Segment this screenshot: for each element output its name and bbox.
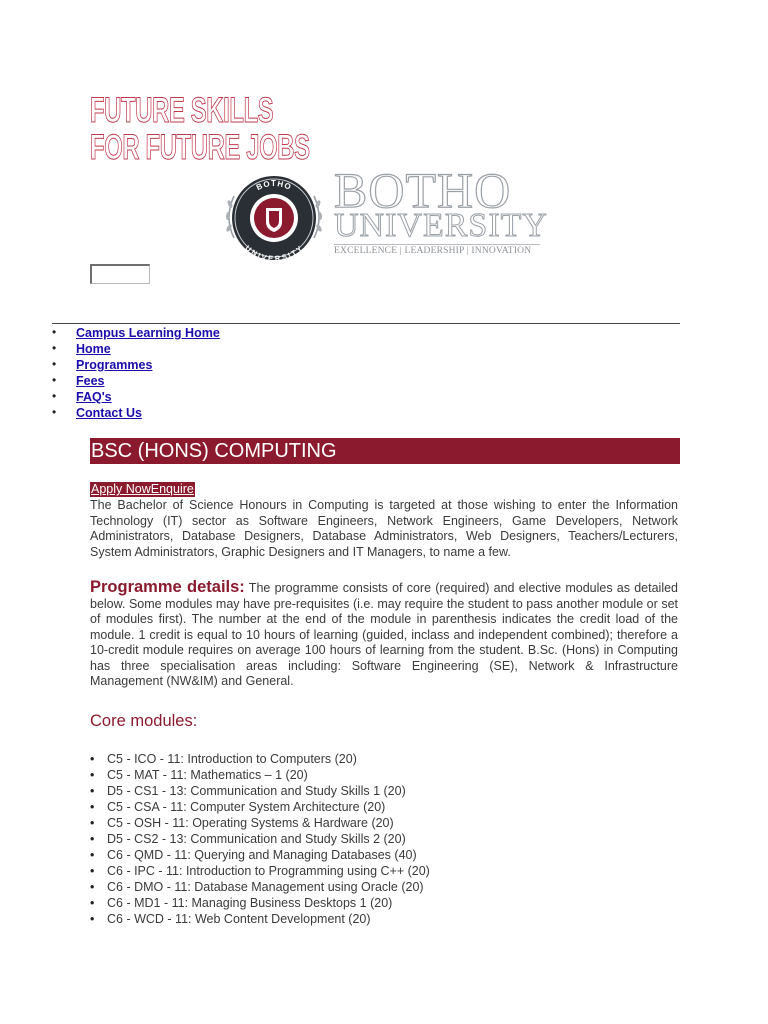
tagline-line-2: FOR FUTURE JOBS [90, 128, 310, 167]
programme-details-text: The programme consists of core (required) and elective modules as detailed below. Some modules may have pre-requisites (i.e. may require the student to pass another module or set of modules first). The number at the end of the module in parenthesis indicates the credit load of the module. 1 credit is equal to 10 hours of learning (guided, inclass and independent combined); therefore a 10-credit module requires on average 100 hours of learning from the student. B.Sc. (Hons) in Computing has three specialisation areas including: Software Engineering (SE), Network & Infrastructure Management (NW&IM) and General. [90, 581, 679, 688]
nav-item-fees [52, 372, 220, 388]
core-modules-heading: Core modules: [90, 712, 198, 730]
brand-motto: EXCELLENCE | LEADERSHIP | INNOVATION [334, 246, 532, 256]
list-item: • C6 - DMO - 11: Database Management using Oracle (20) [90, 879, 430, 895]
programme-details-paragraph [90, 578, 678, 690]
nav-link-contact-us[interactable]: Contact Us [76, 406, 142, 420]
list-item: • C6 - IPC - 11: Introduction to Programming using C++ (20) [90, 863, 430, 879]
nav-link-fees[interactable]: Fees [76, 374, 105, 388]
brand-name: BOTHO [334, 162, 512, 218]
seal-text-bottom: UNIVERSITY [243, 243, 305, 264]
page-title-bar [90, 438, 680, 464]
nav-link-programmes[interactable]: Programmes [76, 358, 153, 372]
apply-enquire-button[interactable]: Apply NowEnquire [91, 482, 194, 496]
search-input[interactable] [90, 264, 150, 284]
list-item: • C6 - QMD - 11: Querying and Managing Databases (40) [90, 847, 430, 863]
nav-item-contact-us [52, 404, 220, 420]
programme-details-heading: Programme details: [90, 578, 245, 596]
list-item: • C5 - ICO - 11: Introduction to Computers (20) [90, 751, 430, 767]
university-seal-logo [220, 168, 328, 268]
nav-link-campus-learning-home[interactable]: Campus Learning Home [76, 326, 220, 340]
main-nav [52, 324, 220, 420]
list-item: • C5 - CSA - 11: Computer System Architecture (20) [90, 799, 430, 815]
list-item: • D5 - CS1 - 13: Communication and Study Skills 1 (20) [90, 783, 430, 799]
nav-item-home [52, 340, 220, 356]
list-item: • C5 - MAT - 11: Mathematics – 1 (20) [90, 767, 430, 783]
list-item: • C6 - WCD - 11: Web Content Development (20) [90, 911, 430, 927]
nav-link-home[interactable]: Home [76, 342, 111, 356]
seal-text-top: BOTHO [254, 179, 294, 193]
brand-subtitle: UNIVERSITY [334, 207, 548, 244]
core-modules-list [90, 751, 430, 927]
nav-link-faqs[interactable]: FAQ's [76, 390, 112, 404]
nav-item-campus-learning-home [52, 324, 220, 340]
intro-paragraph: The Bachelor of Science Honours in Computing is targeted at those wishing to enter the Information Technology (IT) sector as Software Engineers, Network Engineers, Game Developers, Network Administrators, Database Designers, Database Administrators, Web Designers, Teachers/Lecturers, System Administrators, Graphic Designers and IT Managers, to name a few. [90, 498, 678, 559]
tagline-graphic [90, 91, 310, 167]
nav-item-faqs [52, 388, 220, 404]
nav-item-programmes [52, 356, 220, 372]
list-item: • C5 - OSH - 11: Operating Systems & Hardware (20) [90, 815, 430, 831]
list-item: • C6 - MD1 - 11: Managing Business Desktops 1 (20) [90, 895, 430, 911]
tagline-line-1: FUTURE SKILLS [90, 91, 274, 130]
page-title: BSC (HONS) COMPUTING [91, 440, 337, 462]
list-item: • D5 - CS2 - 13: Communication and Study Skills 2 (20) [90, 831, 430, 847]
